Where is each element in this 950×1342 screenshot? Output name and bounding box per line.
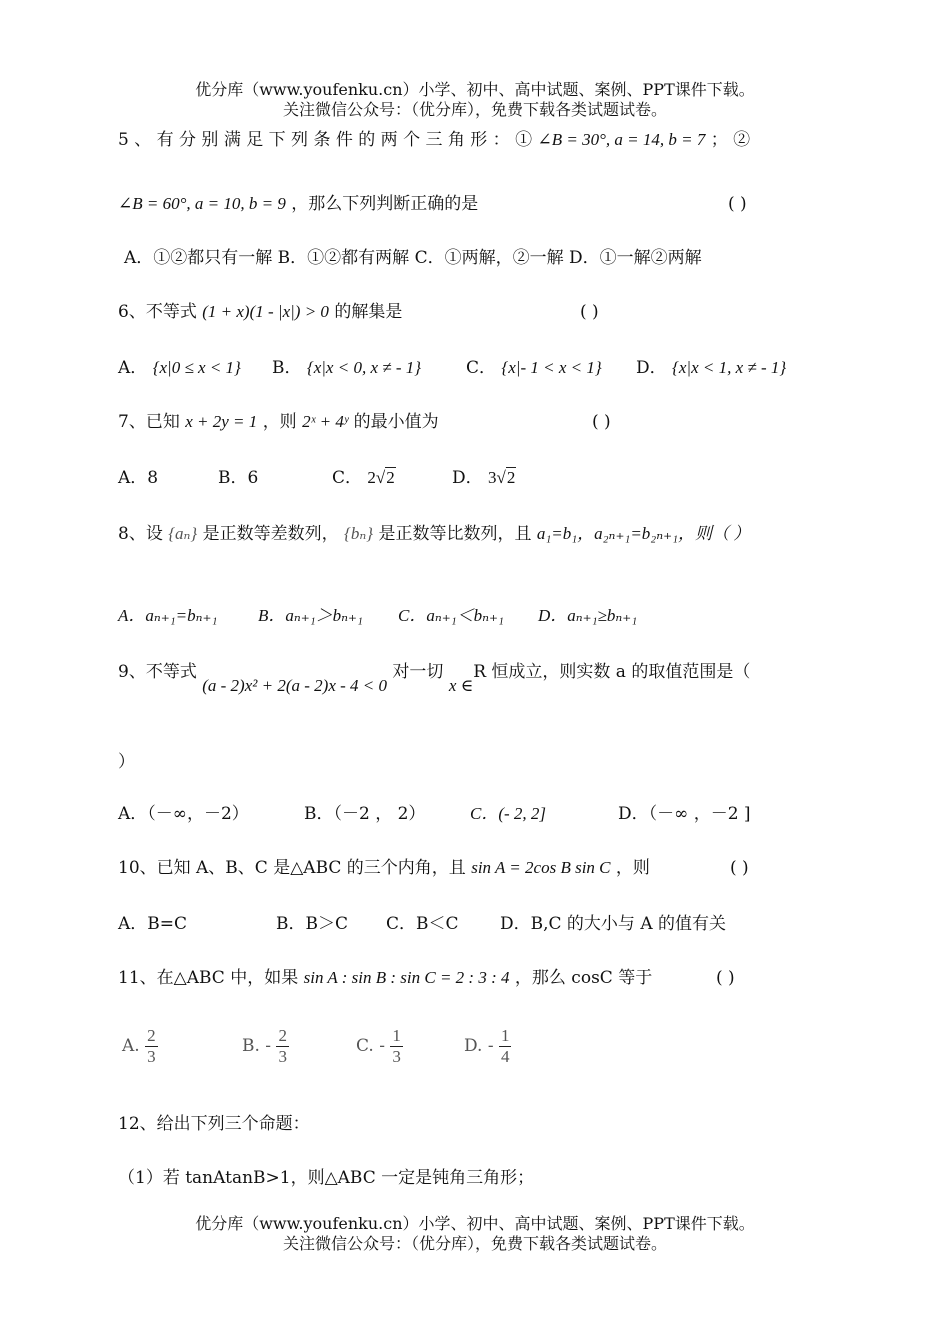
question-11-option-c bbox=[356, 1026, 403, 1067]
question-11-option-a bbox=[122, 1026, 158, 1067]
option-d-label: D． bbox=[452, 468, 483, 488]
option-c-label: C． bbox=[332, 468, 363, 488]
question-9-mid: 对一切 bbox=[392, 662, 444, 682]
question-9-line bbox=[118, 660, 751, 695]
option-b-denominator: 3 bbox=[278, 1047, 287, 1066]
question-8-mid-2: 是正数等比数列，且 bbox=[378, 524, 532, 544]
question-5-line2 bbox=[118, 192, 478, 216]
option-d-denominator: 4 bbox=[500, 1047, 510, 1066]
question-6-option-c bbox=[466, 356, 602, 380]
option-d-label: D． bbox=[636, 358, 667, 378]
question-10-tail: ，则 bbox=[615, 858, 650, 878]
option-b-fraction bbox=[276, 1026, 289, 1067]
question-9-option-a: A．（－∞，－2） bbox=[118, 804, 249, 824]
option-d-radical: 3√2 bbox=[488, 468, 516, 487]
option-a-denominator: 3 bbox=[147, 1047, 156, 1066]
question-10-option-c: C．B＜C bbox=[386, 914, 459, 934]
option-b-label: B. - bbox=[242, 1036, 272, 1056]
question-6-tail: 的解集是 bbox=[334, 302, 403, 322]
option-d-value: {x|x < 1, x ≠ - 1} bbox=[672, 358, 787, 377]
question-8-option-c: C．aₙ₊₁＜bₙ₊₁ bbox=[398, 606, 504, 625]
question-5-condition-2: ∠B = 60°, a = 10, b = 9 bbox=[118, 194, 286, 213]
question-5-separator: ； ② bbox=[710, 130, 751, 150]
question-10-answer-paren: ( ) bbox=[730, 858, 749, 878]
option-c-coefficient: 2 bbox=[367, 468, 376, 487]
question-10-option-a: A．B=C bbox=[118, 914, 188, 934]
question-6-option-b bbox=[272, 356, 421, 380]
question-8-lead: 8、设 bbox=[118, 524, 163, 544]
question-12-item-1: （1）若 tanAtanB>1，则△ABC 一定是钝角三角形； bbox=[118, 1168, 535, 1188]
question-7-expression: 2ˣ + 4ʸ bbox=[302, 412, 349, 431]
question-7-answer-paren: ( ) bbox=[592, 412, 611, 432]
question-7-option-a: A．8 bbox=[118, 468, 159, 488]
question-10-option-d: D．B,C 的大小与 A 的值有关 bbox=[500, 914, 727, 934]
option-c-denominator: 3 bbox=[392, 1047, 401, 1066]
question-6-option-d bbox=[636, 356, 786, 380]
option-c-fraction bbox=[390, 1026, 403, 1067]
question-5-text: ，那么下列判断正确的是 bbox=[291, 194, 479, 214]
option-c-radicand: 2 bbox=[386, 468, 395, 487]
question-11-tail: ，那么 cosC 等于 bbox=[514, 968, 653, 988]
question-6-expression: (1 + x)(1 - |x|) > 0 bbox=[202, 302, 329, 321]
question-8-option-a: A．aₙ₊₁=bₙ₊₁ bbox=[118, 606, 218, 625]
option-b-value: {x|x < 0, x ≠ - 1} bbox=[306, 358, 422, 377]
option-d-radicand: 2 bbox=[506, 468, 516, 487]
question-7-line bbox=[118, 410, 439, 434]
question-12-lead: 12、给出下列三个命题： bbox=[118, 1114, 310, 1134]
option-d-label: D. - bbox=[464, 1036, 494, 1056]
option-c-numerator: 1 bbox=[392, 1026, 401, 1045]
question-9-expression: (a - 2)x² + 2(a - 2)x - 4 < 0 bbox=[202, 676, 387, 695]
option-c-radical: 2√2 bbox=[367, 468, 395, 487]
question-8-sequence-b: {bₙ} bbox=[344, 524, 374, 543]
question-7-tail: 的最小值为 bbox=[353, 412, 439, 432]
question-11-lead: 11、在△ABC 中，如果 bbox=[118, 968, 299, 988]
option-a-fraction bbox=[145, 1026, 158, 1067]
question-5-line1 bbox=[118, 128, 750, 152]
question-7-lead: 7、已知 bbox=[118, 412, 180, 432]
question-9-tail: R 恒成立，则实数 a 的取值范围是（ bbox=[473, 662, 751, 682]
question-5-answer-paren: ( ) bbox=[728, 194, 747, 214]
option-a-value: {x|0 ≤ x < 1} bbox=[152, 358, 241, 377]
question-8-mid-1: 是正数等差数列， bbox=[202, 524, 339, 544]
question-11-line bbox=[118, 966, 652, 990]
option-a-label: A． bbox=[118, 358, 148, 378]
question-9-lead: 9、不等式 bbox=[118, 662, 197, 682]
option-c-label: C． bbox=[466, 358, 497, 378]
option-d-fraction bbox=[499, 1026, 512, 1067]
question-10-lead: 10、已知 A、B、C 是△ABC 的三个内角，且 bbox=[118, 858, 466, 878]
question-5-lead: 5 、 有 分 别 满 足 下 列 条 件 的 两 个 三 角 形 ： ① bbox=[118, 130, 533, 150]
page-header-line1: 优分库（www.youfenku.cn）小学、初中、高中试题、案例、PPT课件下载。 bbox=[195, 80, 755, 99]
question-10-line bbox=[118, 856, 650, 880]
question-9-option-b: B．（－2 ， 2） bbox=[304, 804, 426, 824]
question-8-condition: a₁=b₁，a₂ₙ₊₁=b₂ₙ₊₁，则（ ） bbox=[536, 524, 751, 543]
question-6-option-a bbox=[118, 356, 241, 380]
option-b-numerator: 2 bbox=[278, 1026, 287, 1045]
question-8-line bbox=[118, 522, 750, 546]
question-9-condition: x ∈ bbox=[448, 676, 474, 695]
option-d-coefficient: 3 bbox=[488, 468, 497, 487]
question-11-expression: sin A : sin B : sin C = 2 : 3 : 4 bbox=[303, 968, 510, 987]
question-7-option-d bbox=[452, 466, 516, 490]
question-7-mid: ，则 bbox=[262, 412, 297, 432]
question-6-line bbox=[118, 300, 402, 324]
question-9-option-d: D．（－∞ ，－2 ] bbox=[618, 804, 751, 824]
question-9-option-c: C．(- 2, 2] bbox=[470, 804, 547, 823]
question-7-condition: x + 2y = 1 bbox=[185, 412, 258, 431]
question-8-option-d: D．aₙ₊₁≥bₙ₊₁ bbox=[538, 606, 638, 625]
page-footer-line1: 优分库（www.youfenku.cn）小学、初中、高中试题、案例、PPT课件下载。 bbox=[195, 1214, 755, 1233]
question-8-sequence-a: {aₙ} bbox=[168, 524, 198, 543]
option-d-numerator: 1 bbox=[500, 1026, 510, 1045]
question-6-answer-paren: ( ) bbox=[580, 302, 599, 322]
page-header-line2: 关注微信公众号：（优分库），免费下载各类试题试卷。 bbox=[282, 100, 667, 119]
question-10-option-b: B．B＞C bbox=[276, 914, 348, 934]
question-7-option-c bbox=[332, 466, 396, 490]
question-6-lead: 6、不等式 bbox=[118, 302, 197, 322]
question-10-expression: sin A = 2cos B sin C bbox=[471, 858, 611, 877]
option-b-label: B． bbox=[272, 358, 302, 378]
question-11-option-d bbox=[464, 1026, 511, 1067]
question-9-close-paren: ） bbox=[118, 752, 135, 772]
option-c-label: C. - bbox=[356, 1036, 385, 1056]
question-5-condition-1: ∠B = 30°, a = 14, b = 7 bbox=[537, 130, 706, 149]
option-a-numerator: 2 bbox=[147, 1026, 156, 1045]
question-11-answer-paren: ( ) bbox=[716, 968, 735, 988]
option-c-value: {x|- 1 < x < 1} bbox=[501, 358, 602, 377]
option-a-label: A. bbox=[122, 1036, 140, 1056]
question-7-option-b: B．6 bbox=[218, 468, 259, 488]
page-footer-line2: 关注微信公众号：（优分库），免费下载各类试题试卷。 bbox=[282, 1234, 667, 1253]
question-5-options: A．①②都只有一解 B．①②都有两解 C．①两解，②一解 D．①一解②两解 bbox=[124, 248, 702, 268]
question-8-option-b: B．aₙ₊₁＞bₙ₊₁ bbox=[258, 606, 363, 625]
question-11-option-b bbox=[242, 1026, 289, 1067]
